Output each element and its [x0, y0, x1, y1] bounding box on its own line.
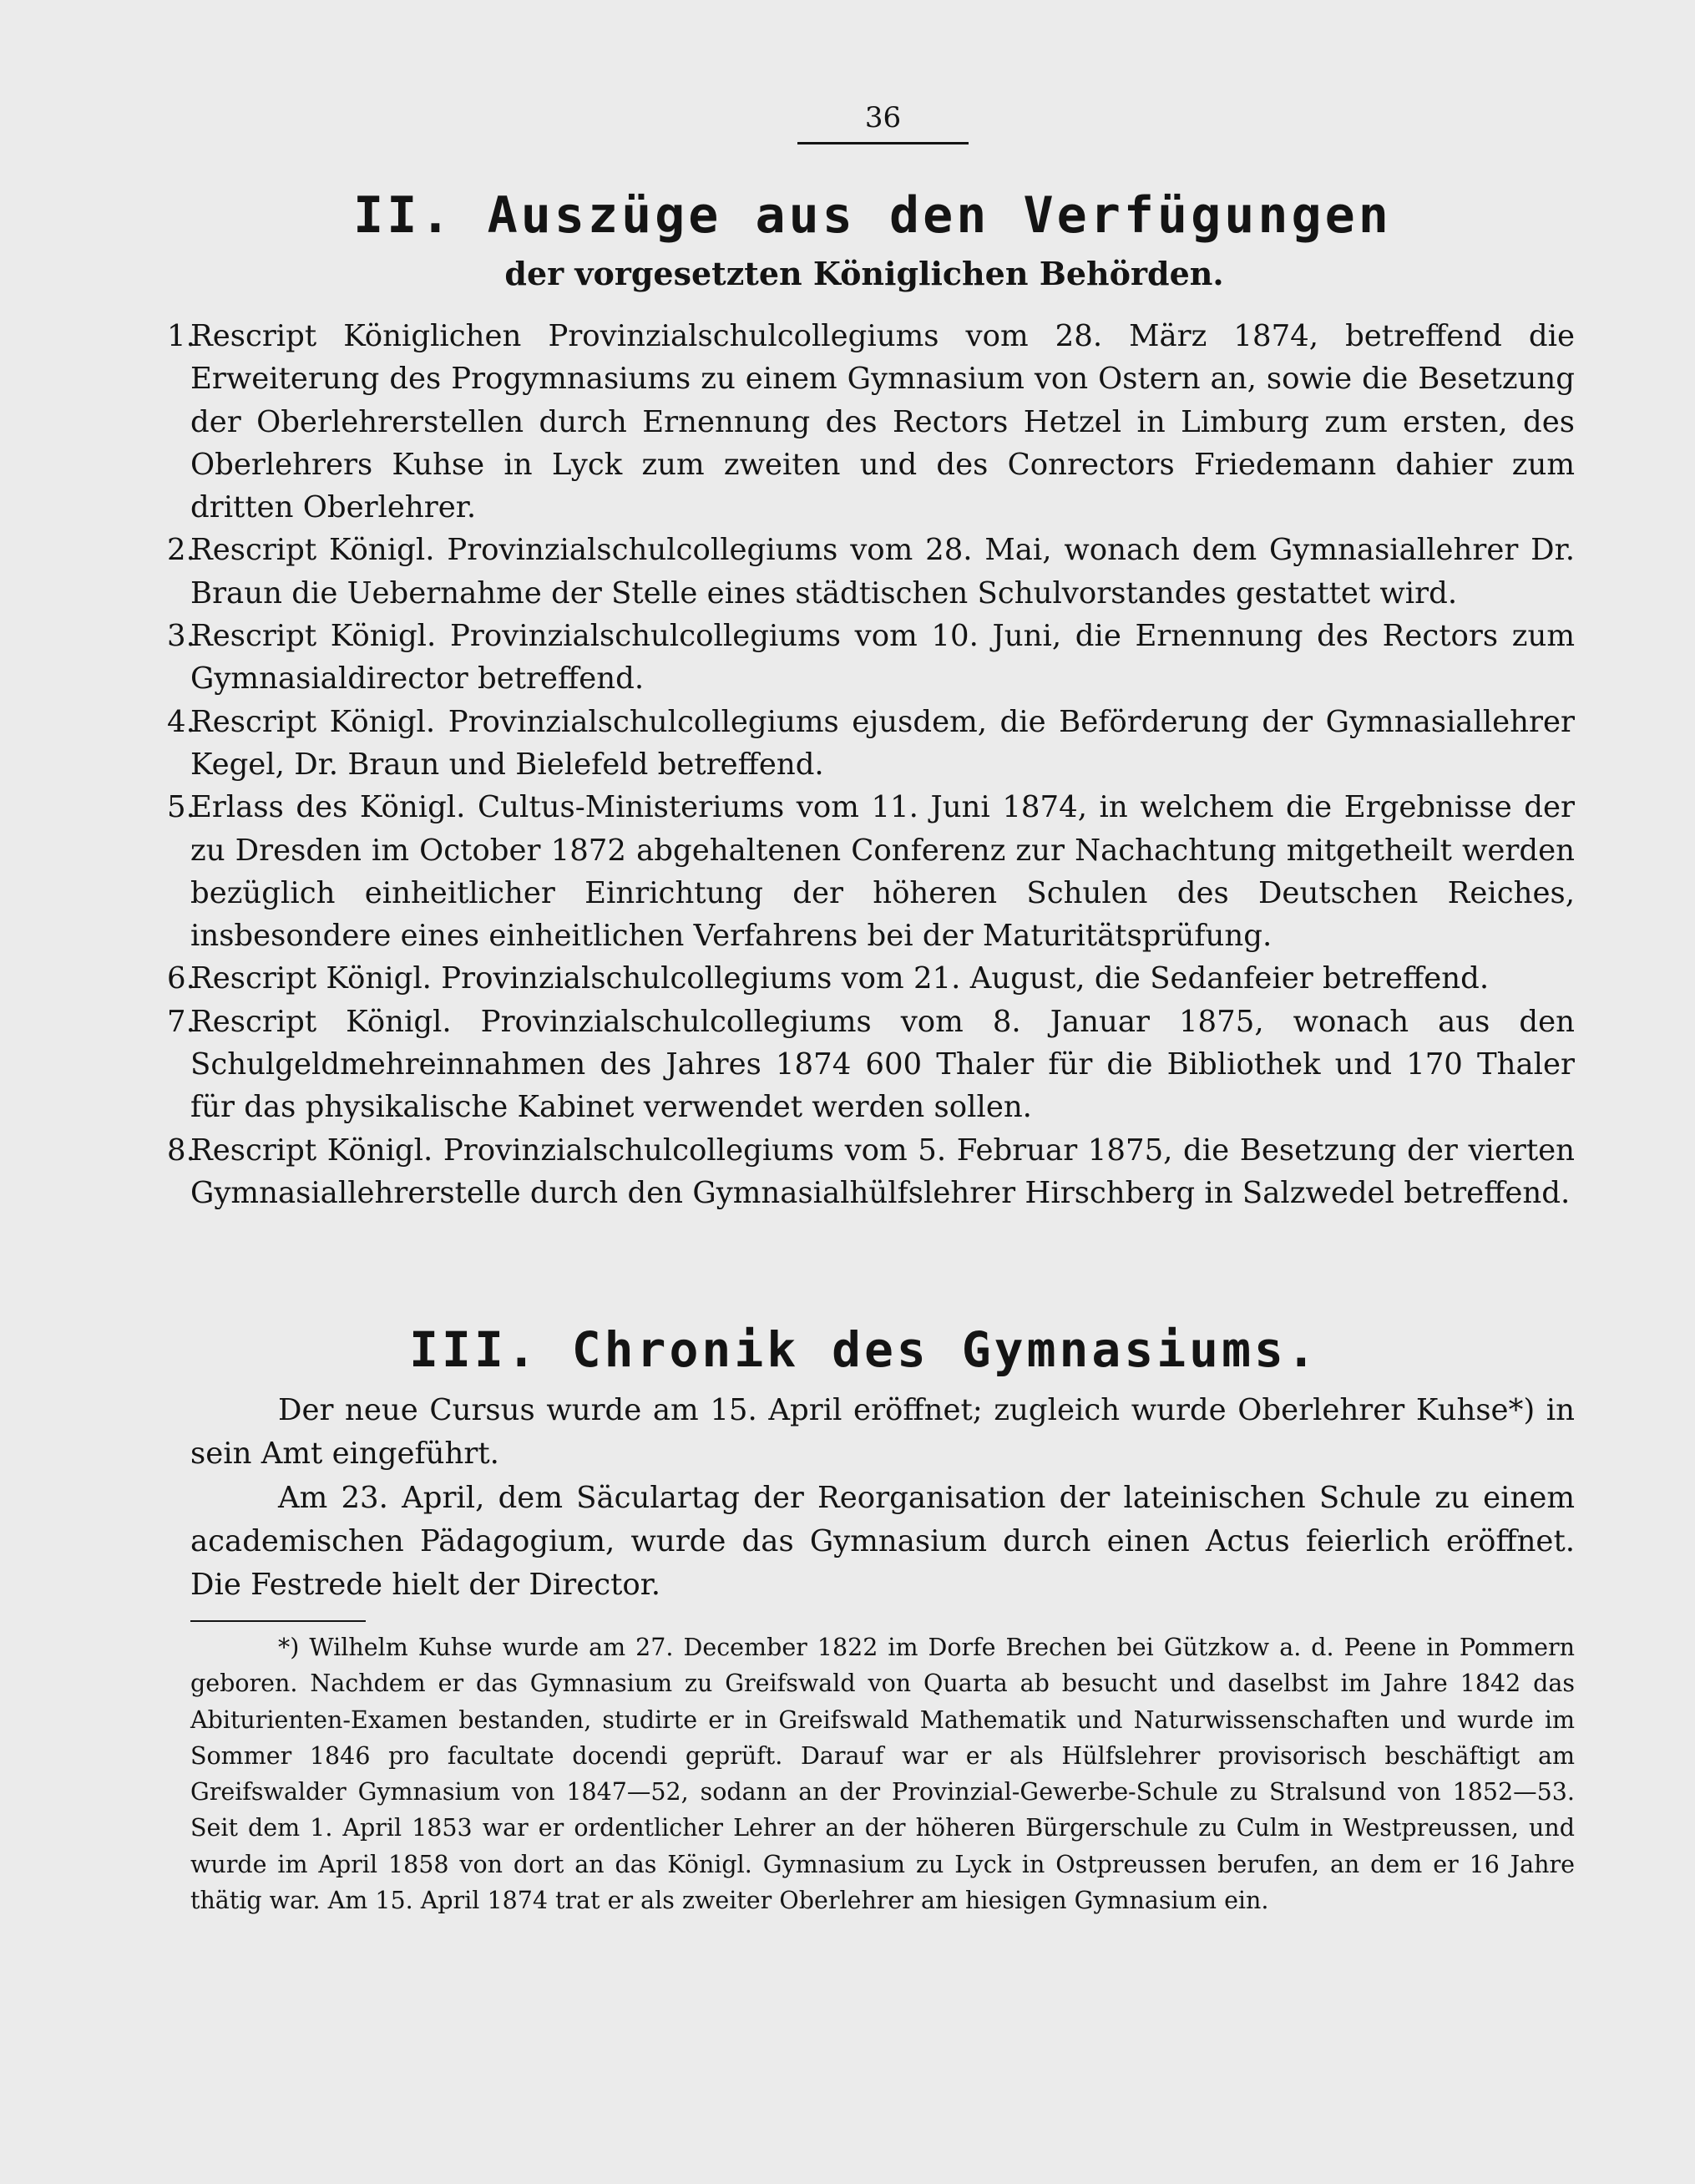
- list-item-text: Rescript Königl. Provinzialschulcollegiums ejusdem, die Beförderung der Gymnasiallehrer Kegel, Dr. Braun und Bielefeld betreffend.: [190, 704, 1575, 782]
- list-item-text: Erlass des Königl. Cultus-Ministeriums vom 11. Juni 1874, in welchem die Ergebnisse der zu Dresden im October 1872 abgehaltenen Conferenz zur Nachachtung mitgetheilt werden bezüglich einheitlicher Einrichtung der höheren Schulen des Deutschen Reiches, insbesondere eines einheitlichen Verfahrens bei der Maturitätsprüfung.: [190, 790, 1575, 954]
- footnote: *) Wilhelm Kuhse wurde am 27. December 1822 im Dorfe Brechen bei Gützkow a. d. Peene in Pommern geboren. Nachdem er das Gymnasium zu Greifswald von Quarta ab besucht und daselbst im Jahre 1842 das Abiturienten-Examen bestanden, studirte er in Greifswald Mathematik und Naturwissenschaften und wurde im Sommer 1846 pro facultate docendi geprüft. Darauf war er als Hülfslehrer provisorisch beschäftigt am Greifswalder Gymnasium von 1847—52, sodann an der Provinzial-Gewerbe-Schule zu Stralsund von 1852—53. Seit dem 1. April 1853 war er ordentlicher Lehrer an der höheren Bürgerschule zu Culm in Westpreussen, und wurde im April 1858 von dort an das Königl. Gymnasium zu Lyck in Ostpreussen berufen, an dem er 16 Jahre thätig war. Am 15. April 1874 trat er als zweiter Oberlehrer am hiesigen Gymnasium ein.: [190, 1634, 1575, 1915]
- section-3-heading: III. Chronik des Gymnasiums.: [409, 1321, 1319, 1378]
- list-item: [167, 957, 1575, 1000]
- section-2-subheading: der vorgesetzten Königlichen Behörden.: [504, 255, 1224, 292]
- list-item: [167, 1001, 1575, 1129]
- list-item-number: 5.: [167, 790, 195, 825]
- list-item-text: Rescript Königl. Provinzialschulcollegiums vom 28. Mai, wonach dem Gymnasiallehrer Dr. Braun die Uebernahme der Stelle eines städtischen Schulvorstandes gestattet wird.: [190, 533, 1575, 611]
- list-item-text: Rescript Königl. Provinzialschulcollegiums vom 5. Februar 1875, die Besetzung der vierten Gymnasiallehrerstelle durch den Gymnasialhülfslehrer Hirschberg in Salzwedel betreffend.: [190, 1133, 1575, 1210]
- list-item-number: 7.: [167, 1004, 195, 1039]
- footnote-rule: [190, 1620, 366, 1622]
- list-item: [167, 1129, 1575, 1215]
- list-item-text: Rescript Königl. Provinzialschulcollegiums vom 21. August, die Sedanfeier betreffend.: [190, 961, 1490, 996]
- page-number-rule: [797, 142, 969, 144]
- list-item-number: 6.: [167, 961, 195, 996]
- list-item-number: 8.: [167, 1133, 195, 1168]
- list-item-number: 3.: [167, 619, 195, 654]
- list-item-text: Rescript Königl. Provinzialschulcollegiums vom 8. Januar 1875, wonach aus den Schulgeldmehreinnahmen des Jahres 1874 600 Thaler für die Bibliothek und 170 Thaler für das physikalische Kabinet verwendet werden sollen.: [190, 1004, 1575, 1125]
- list-item-text: Rescript Königlichen Provinzialschulcollegiums vom 28. März 1874, betreffend die Erweiterung des Progymnasiums zu einem Gymnasium von Ostern an, sowie die Besetzung der Oberlehrerstellen durch Ernennung des Rectors Hetzel in Limburg zum ersten, des Oberlehrers Kuhse in Lyck zum zweiten und des Conrectors Friedemann dahier zum dritten Oberlehrer.: [190, 319, 1575, 525]
- list-item-text: Rescript Königl. Provinzialschulcollegiums vom 10. Juni, die Ernennung des Rectors zum Gymnasialdirector betreffend.: [190, 619, 1575, 697]
- decree-list: [167, 315, 1575, 1214]
- section-2-heading: II. Auszüge aus den Verfügungen: [353, 186, 1392, 245]
- list-item: [167, 701, 1575, 787]
- chronicle-paragraph: Am 23. April, dem Säculartag der Reorganisation der lateinischen Schule zu einem academischen Pädagogium, wurde das Gymnasium durch einen Actus feierlich eröffnet. Die Festrede hielt der Director.: [190, 1481, 1575, 1602]
- list-item: [167, 786, 1575, 957]
- page-number: 36: [864, 101, 902, 134]
- list-item: [167, 315, 1575, 529]
- list-item-number: 4.: [167, 704, 195, 739]
- list-item-number: 1.: [167, 319, 195, 353]
- chronicle-paragraph: Der neue Cursus wurde am 15. April eröffnet; zugleich wurde Oberlehrer Kuhse*) in sein Amt eingeführt.: [190, 1393, 1575, 1471]
- list-item: [167, 529, 1575, 615]
- list-item-number: 2.: [167, 533, 195, 568]
- list-item: [167, 615, 1575, 701]
